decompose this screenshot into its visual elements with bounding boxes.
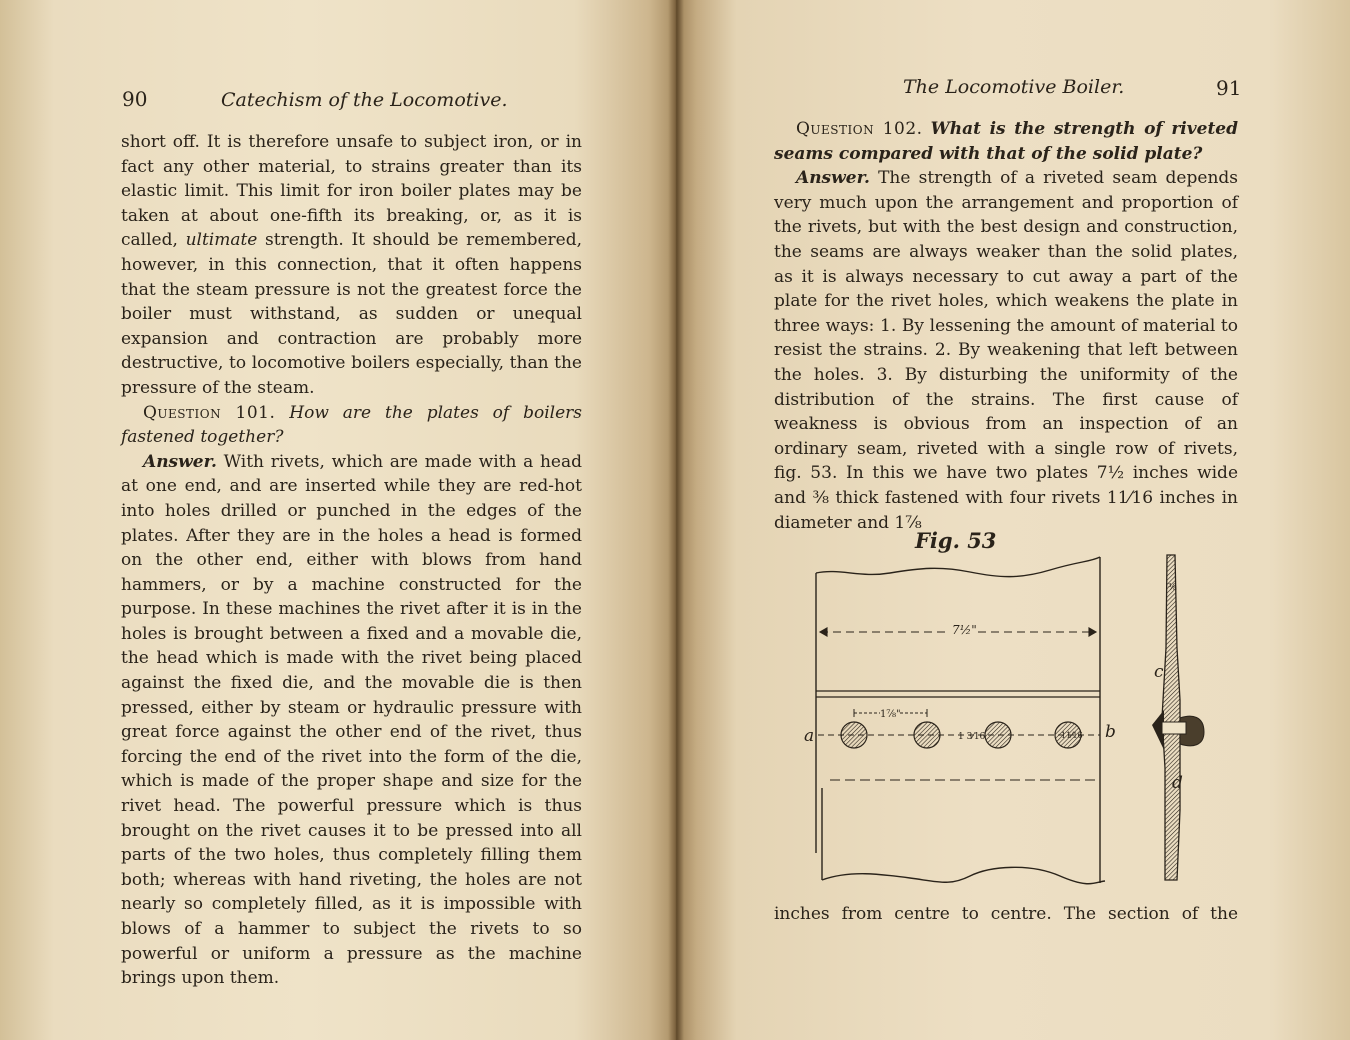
para1-italic: ultimate (185, 230, 258, 251)
answer-101 (121, 450, 582, 991)
running-head-right-text: The Locomotive Boiler. (903, 76, 1125, 98)
lap-lines (816, 691, 1100, 697)
running-head-right (903, 76, 1124, 98)
running-head-left (221, 89, 508, 111)
gap-label: 1 3⁄16 (958, 732, 986, 742)
answer-101-text: With rivets, which are made with a head at one end, and are inserted while they are red-hot into holes drilled or punched in the edges of the plates. After they are in the holes a head is formed on the other end, either with blows from hand hammers, or by a machine constructed for the purpose. In these machines the rivet after it is in the holes is brought between a fixed and a movable die, the head which is made with the rivet being placed against the fixed die, and the movable die is then pressed, either by steam or hydraulic pressure with great force against the other end of the rivet, thus forcing the end of the rivet into the form of the die, which is made of the proper shape and size for the rivet head. The powerful pressure which is thus brought on the rivet causes it to be pressed into all parts of the two holes, thus completely filling them both; whereas with hand riveting, the holes are not nearly so completely filled, as it is impossible with blows of a hammer to subject the rivets to so powerful or uniform a pressure as the machine brings upon them. (121, 451, 583, 989)
figure-53-title: Fig. 53 (915, 528, 997, 553)
answer-102-label: Answer. (796, 168, 870, 189)
question-101-text: How are the plates of boilers fastened together? (121, 402, 583, 448)
para1-rest: strength. It should be remembered, however, in this connection, that it often happens that the steam pressure is not the greatest force the boiler must withstand, as sudden or unequal expansion and contraction are probably more destructive, to locomotive boilers especially, than the pressure of the steam. (121, 230, 583, 398)
seam-section-view (1152, 555, 1204, 880)
answer-102-text: The strength of a riveted seam depends very much upon the arrangement and proportion of the rivets, but with the best design and construction, the seams are always weaker than the solid plates, as it is always necessary to cut away a part of the plate for the rivet holes, which weakens the plate in three ways: 1. By lessening the amount of material to resist the strains. 2. By weakening that left between the holes. 3. By disturbing the uniformity of the distribution of the strains. The first cause of weakness is obvious from an inspection of an ordinary seam, riveted with a single row of rivets, fig. 53. In this we have two plates 7½ inches wide and ⅜ thick fastened with four rivets 11⁄16 inches in diameter and 1⅞ (774, 168, 1238, 533)
continuation-line: inches from centre to centre. The section of the (774, 904, 1238, 924)
right-continuation-text (774, 902, 1238, 927)
figure-53-riveted-seam-diagram (800, 548, 1230, 893)
para1-text: short off. It is therefore unsafe to subject iron, or in fact any other material, to strains greater than its elastic limit. This limit for iron boiler plates may be taken at about one-fifth its breaking, or, as it is called, (121, 132, 582, 251)
width-label: 7½" (952, 623, 977, 637)
label-d: d (1172, 773, 1183, 793)
answer-102 (774, 166, 1238, 535)
page-number-right: 91 (1216, 76, 1242, 100)
pitch-label: 1⅞" (880, 709, 901, 720)
running-head-left-text: Catechism of the Locomotive. (221, 89, 508, 111)
paragraph-continuation (121, 130, 582, 401)
plate-outline (816, 557, 1105, 884)
question-102-label: Question 102. (796, 119, 923, 139)
question-101 (121, 401, 582, 450)
page-number-left: 90 (122, 87, 148, 111)
question-102 (774, 117, 1238, 166)
label-b: b (1105, 722, 1116, 742)
rivet-3 (985, 722, 1011, 748)
question-101-label: Question 101. (143, 402, 276, 423)
rivet-1 (841, 722, 867, 748)
label-a: a (804, 726, 815, 746)
answer-101-label: Answer. (143, 451, 217, 472)
left-body-text (121, 130, 582, 991)
question-102-text: What is the strength of riveted seams compared with that of the solid plate? (774, 119, 1238, 164)
book-gutter (668, 0, 684, 1040)
thickness-label: ⅜ (1168, 583, 1177, 593)
rivet-diameter-label: 11⁄16 (1061, 731, 1083, 740)
rivet-2 (914, 722, 940, 748)
label-c: c (1154, 662, 1164, 682)
right-body-text (774, 117, 1238, 535)
